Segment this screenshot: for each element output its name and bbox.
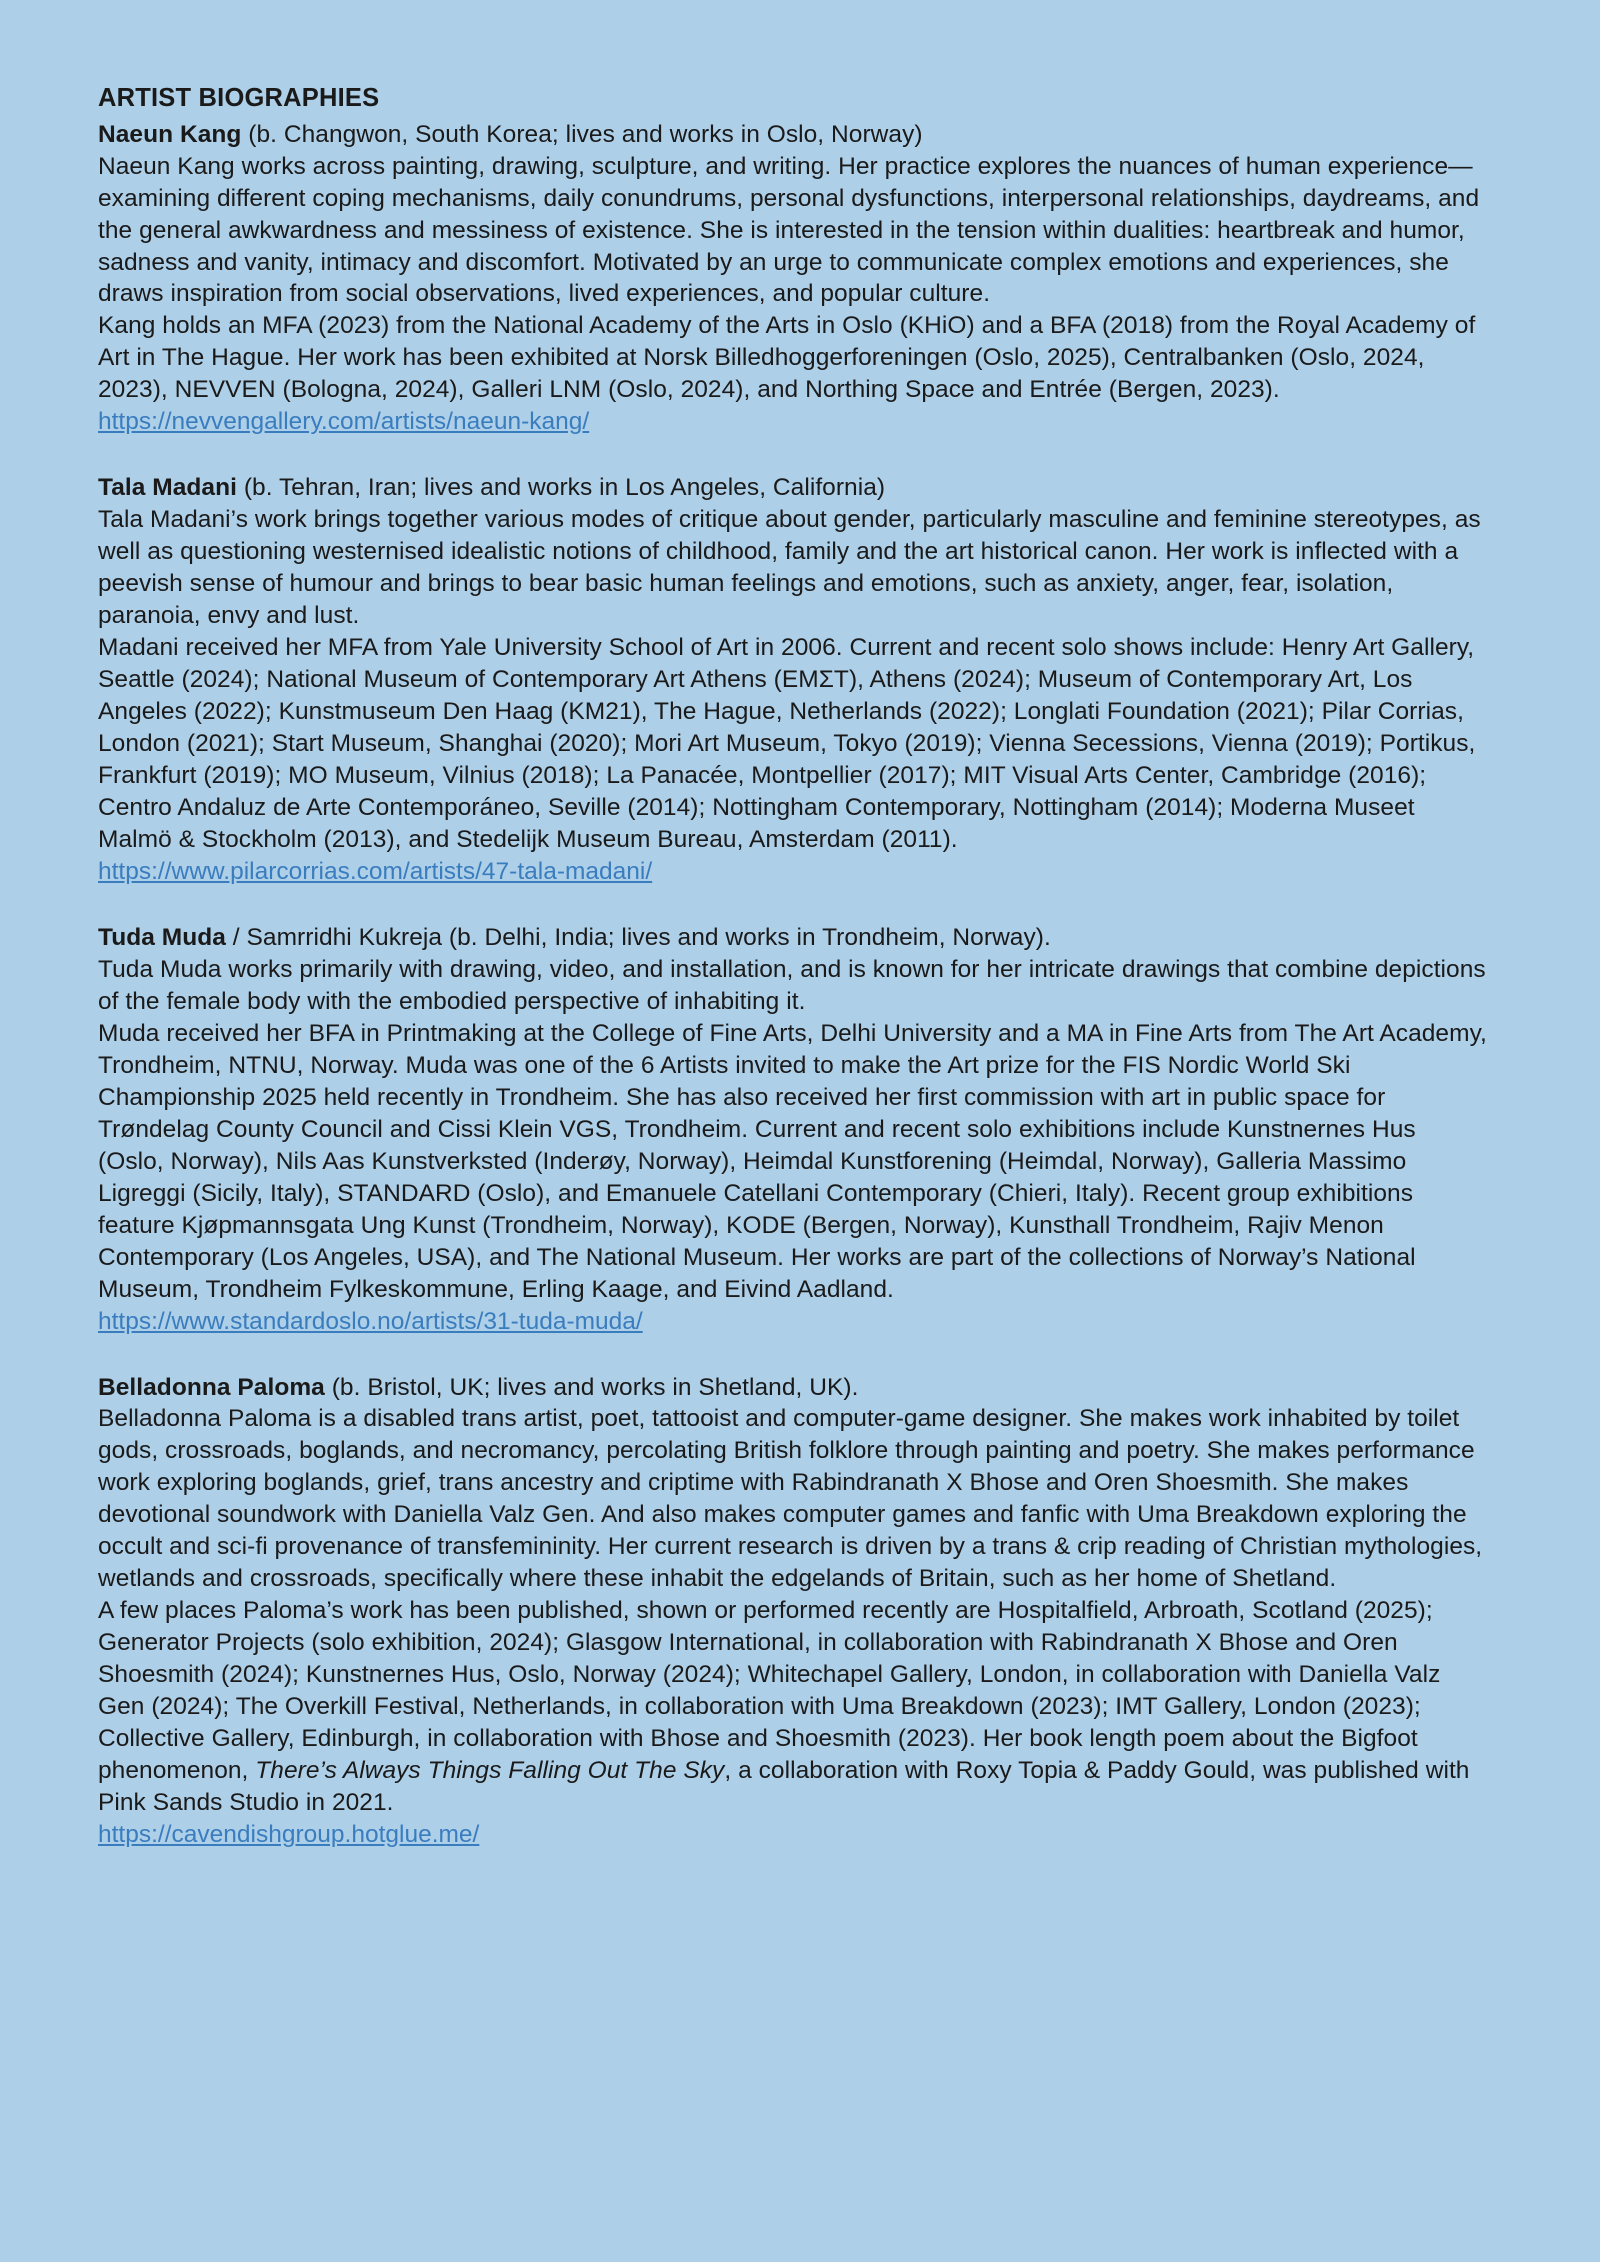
artist-bio-paragraph: Kang holds an MFA (2023) from the National Academy of the Arts in Oslo (KHiO) and a BFA (2018) from the Royal Academy of Art in The Hague. Her work has been exhibited at Norsk Billedhoggerforeningen (Oslo, 2025), Centralbanken (Oslo, 2024, 2023), NEVVEN (Bologna, 2024), Galleri LNM (Oslo, 2024), and Northing Space and Entrée (Bergen, 2023).	[98, 312, 1476, 404]
exhibition-list-text: A few places Paloma’s work has been published, shown or performed recently are Hospitalfield, Arbroath, Scotland (2025); Generator Projects (solo exhibition, 2024); Glasgow International, in collaboration with Rabindranath X Bhose and Oren Shoesmith (2024); Kunstnernes Hus, Oslo, Norway (2024); Whitechapel Gallery, London, in collaboration with Daniella Valz Gen (2024); The Overkill Festival, Netherlands, in collaboration with Uma Breakdown (2023); IMT Gallery, London (2023); Collective Gallery, Edinburgh, in collaboration with Bhose and Shoesmith (2023). Her book length poem about the Bigfoot phenomenon,	[98, 1597, 1441, 1785]
artist-bio-paragraph-exhibitions	[98, 1595, 1488, 1819]
artist-name: Tala Madani	[98, 474, 237, 502]
artist-name: Tuda Muda	[98, 923, 226, 951]
artist-bio-paragraph: Naeun Kang works across painting, drawing, sculpture, and writing. Her practice explores the nuances of human experience—examining different coping mechanisms, daily conundrums, personal dysfunctions, interpersonal relationships, daydreams, and the general awkwardness and messiness of existence. She is interested in the tension within dualities: heartbreak and humor, sadness and vanity, intimacy and discomfort. Motivated by an urge to communicate complex emotions and experiences, she draws inspiration from social observations, lived experiences, and popular culture.	[98, 152, 1480, 308]
artist-origin: / Samrridhi Kukreja (b. Delhi, India; lives and works in Trondheim, Norway).	[225, 923, 1051, 951]
exhibition-list-text-end: , a collaboration with Roxy Topia & Paddy Gould, was published with Pink Sands Studio in 2021.	[98, 1757, 1470, 1817]
artist-bio-paragraph: Madani received her MFA from Yale University School of Art in 2006. Current and recent solo shows include: Henry Art Gallery, Seattle (2024); National Museum of Contemporary Art Athens (ΕΜΣΤ), Athens (2024); Museum of Contemporary Art, Los Angeles (2022); Kunstmuseum Den Haag (KM21), The Hague, Netherlands (2022); Longlati Foundation (2021); Pilar Corrias, London (2021); Start Museum, Shanghai (2020); Mori Art Museum, Tokyo (2019); Vienna Secessions, Vienna (2019); Portikus, Frankfurt (2019); MO Museum, Vilnius (2018); La Panacée, Montpellier (2017); MIT Visual Arts Center, Cambridge (2016); Centro Andaluz de Arte Contemporáneo, Seville (2014); Nottingham Contemporary, Nottingham (2014); Moderna Museet Malmö & Stockholm (2013), and Stedelijk Museum Bureau, Amsterdam (2011).	[98, 634, 1476, 853]
artist-bio-paragraph: Tala Madani’s work brings together various modes of critique about gender, particularly masculine and feminine stereotypes, as well as questioning westernised idealistic notions of childhood, family and the art historical canon. Her work is inflected with a peevish sense of humour and brings to bear basic human feelings and emotions, such as anxiety, anger, fear, isolation, paranoia, envy and lust.	[98, 506, 1481, 630]
artist-bio-paragraph: Belladonna Paloma is a disabled trans artist, poet, tattooist and computer-game designer. She makes work inhabited by toilet gods, crossroads, boglands, and necromancy, percolating British folklore through painting and poetry. She makes performance work exploring boglands, grief, trans ancestry and criptime with Rabindranath X Bhose and Oren Shoesmith. She makes devotional soundwork with Daniella Valz Gen. And also makes computer games and fanfic with Uma Breakdown exploring the occult and sci-fi provenance of transfemininity. Her current research is driven by a trans & crip reading of Christian mythologies, wetlands and crossroads, specifically where these inhabit the edgelands of Britain, such as her home of Shetland.	[98, 1405, 1483, 1593]
artist-website-link[interactable]: https://cavendishgroup.hotglue.me/	[98, 1821, 480, 1849]
artist-heading	[98, 119, 1488, 151]
book-title: There’s Always Things Falling Out The Sky	[255, 1757, 725, 1785]
page-title: ARTIST BIOGRAPHIES	[98, 84, 380, 112]
artist-bio-tuda-muda	[98, 922, 1488, 1338]
artist-bio-tala-madani	[98, 472, 1488, 888]
artist-bio-paragraph: Muda received her BFA in Printmaking at the College of Fine Arts, Delhi University and a MA in Fine Arts from The Art Academy, Trondheim, NTNU, Norway. Muda was one of the 6 Artists invited to make the Art prize for the FIS Nordic World Ski Championship 2025 held recently in Trondheim. She has also received her first commission with art in public space for Trøndelag County Council and Cissi Klein VGS, Trondheim. Current and recent solo exhibitions include Kunstnernes Hus (Oslo, Norway), Nils Aas Kunstverksted (Inderøy, Norway), Heimdal Kunstforening (Heimdal, Norway), Galleria Massimo Ligreggi (Sicily, Italy), STANDARD (Oslo), and Emanuele Catellani Contemporary (Chieri, Italy). Recent group exhibitions feature Kjøpmannsgata Ung Kunst (Trondheim, Norway), KODE (Bergen, Norway), Kunsthall Trondheim, Rajiv Menon Contemporary (Los Angeles, USA), and The National Museum. Her works are part of the collections of Norway’s National Museum, Trondheim Fylkeskommune, Erling Kaage, and Eivind Aadland.	[98, 1019, 1487, 1303]
artist-website-link[interactable]: https://www.standardoslo.no/artists/31-tuda-muda/	[98, 1307, 643, 1335]
artist-bio-paragraph: Tuda Muda works primarily with drawing, video, and installation, and is known for her intricate drawings that combine depictions of the female body with the embodied perspective of inhabiting it.	[98, 955, 1486, 1015]
artist-origin: (b. Changwon, South Korea; lives and works in Oslo, Norway)	[241, 120, 923, 148]
artist-bio-belladonna-paloma	[98, 1372, 1488, 1852]
artist-heading	[98, 472, 1488, 504]
artist-origin: (b. Bristol, UK; lives and works in Shetland, UK).	[324, 1373, 859, 1401]
artist-origin: (b. Tehran, Iran; lives and works in Los Angeles, California)	[236, 474, 886, 502]
artist-name: Belladonna Paloma	[98, 1373, 325, 1401]
artist-name: Naeun Kang	[98, 120, 242, 148]
artist-bio-naeun-kang	[98, 119, 1488, 439]
artist-heading	[98, 922, 1488, 954]
artist-heading	[98, 1372, 1488, 1404]
artist-website-link[interactable]: https://www.pilarcorrias.com/artists/47-tala-madani/	[98, 857, 653, 885]
artist-website-link[interactable]: https://nevvengallery.com/artists/naeun-kang/	[98, 408, 590, 436]
